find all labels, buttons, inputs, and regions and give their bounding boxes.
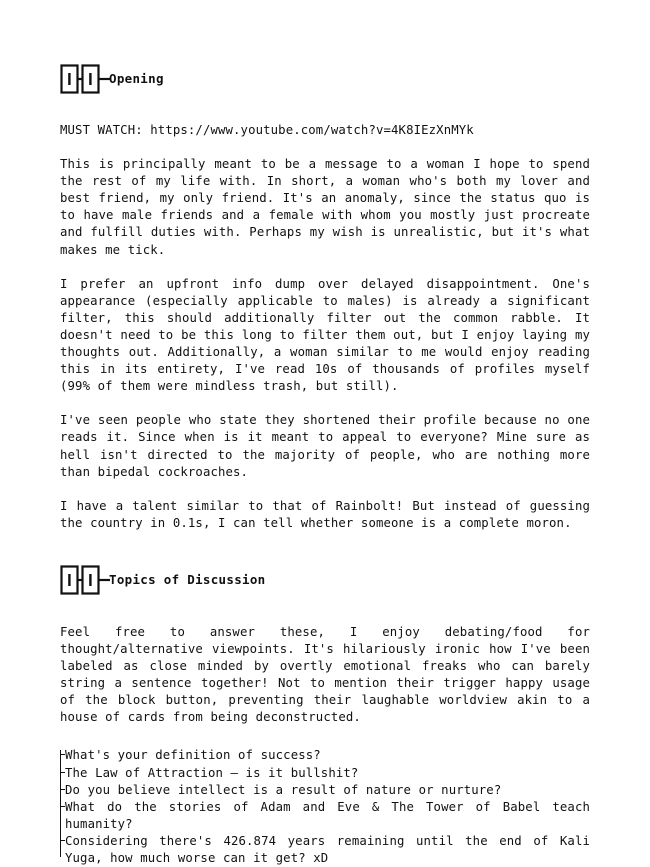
list-item (65, 799, 590, 833)
section-header-opening (60, 62, 590, 96)
top-margin-spacer (60, 0, 590, 62)
section-title-topics-of-discussion: Topics of Discussion (109, 571, 266, 587)
spacer (60, 481, 590, 498)
double-box-connector-icon (60, 63, 110, 95)
double-box-connector-icon (60, 564, 110, 596)
tree-branch-tick-icon (60, 789, 65, 790)
list-item-text: What's your definition of success? (65, 748, 321, 763)
spacer (60, 726, 590, 747)
list-item-text: Considering there's 426.874 years remaining until the end of Kali Yuga, how much worse can it get? xD (65, 833, 590, 865)
opening-paragraph-3: I've seen people who state they shortened their profile because no one reads it. Since when is it meant to appeal to everyone? Mine sure as hell isn't directed to the majority of people, who are nothing more than bipedal cockroaches. (60, 413, 590, 479)
topics-question-list (60, 747, 590, 867)
section-header-topics-of-discussion (60, 563, 590, 597)
spacer (60, 96, 590, 122)
topics-intro-paragraph: Feel free to answer these, I enjoy debating/food for thought/alternative viewpoints. It's hilariously ironic how I've been labeled as close minded by overtly emotional freaks who can barely string a sentence together! Not to mention their trigger happy usage of the block button, preventing their laughable worldview akin to a house of cards from being deconstructed. (60, 624, 590, 725)
opening-paragraph-1: This is principally meant to be a message to a woman I hope to spend the rest of my life with. In short, a woman who's both my lover and best friend, my only friend. It's an anomaly, since the status quo is to have male friends and a female with whom you mostly just procreate and fulfill duties with. Perhaps my wish is unrealistic, but it's what makes me tick. (60, 157, 590, 257)
list-item-text: The Law of Attraction – is it bullshit? (65, 765, 359, 780)
tree-branch-tick-icon (60, 754, 65, 755)
list-item-text: Do you believe intellect is a result of nature or nurture? (65, 782, 502, 797)
opening-paragraph-2: I prefer an upfront info dump over delayed disappointment. One's appearance (especially applicable to males) is already a significant filter, this should additionally filter out the common rabble. It doesn't need to be this long to filter them out, but I enjoy laying my thoughts out. Additionally, a woman similar to me would enjoy reading this in its entirety, I've read 10s of thousands of profiles myself (99% of them were mindless trash, but still). (60, 276, 590, 394)
list-item (65, 833, 590, 867)
list-item (65, 782, 590, 799)
spacer (60, 597, 590, 624)
spacer (60, 259, 590, 276)
must-watch-url-line[interactable]: MUST WATCH: https://www.youtube.com/watch?v=4K8IEzXnMYk (60, 123, 474, 137)
spacer (60, 532, 590, 563)
list-item-text: What do the stories of Adam and Eve & The Tower of Babel teach humanity? (65, 799, 590, 831)
tree-rail-line (60, 750, 61, 857)
tree-branch-tick-icon (60, 772, 65, 773)
tree-branch-tick-icon (60, 806, 65, 807)
list-item (65, 765, 590, 782)
section-title-opening: Opening (109, 70, 164, 86)
spacer (60, 395, 590, 412)
spacer (60, 139, 590, 156)
opening-paragraph-4: I have a talent similar to that of Rainbolt! But instead of guessing the country in 0.1s, I can tell whether someone is a complete moron. (60, 498, 590, 530)
list-item (65, 747, 590, 764)
